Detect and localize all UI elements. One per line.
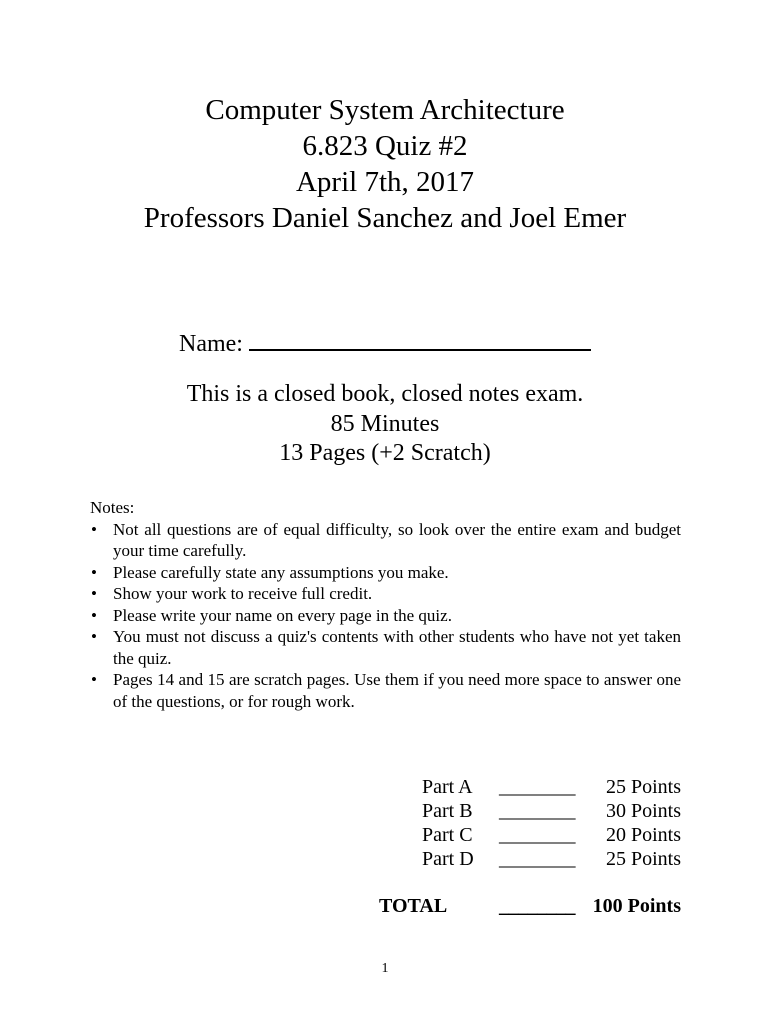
total-label: TOTAL	[379, 895, 448, 917]
professors: Professors Daniel Sanchez and Joel Emer	[143, 202, 627, 234]
list-item	[90, 562, 681, 584]
bullet-icon: •	[91, 605, 97, 625]
name-blank-line	[249, 327, 591, 351]
note-text: Pages 14 and 15 are scratch pages. Use them if you need more space to answer one of the questions, or for rough work.	[113, 670, 681, 711]
note-text: You must not discuss a quiz's contents with other students who have not yet taken the quiz.	[113, 627, 681, 668]
part-label: Part D	[422, 848, 474, 870]
list-item	[90, 626, 681, 669]
score-row-part-c	[379, 823, 681, 847]
name-row	[179, 327, 591, 359]
part-points: 20 Points	[605, 824, 681, 846]
part-points: 25 Points	[605, 776, 681, 798]
notes-section	[90, 497, 681, 712]
page-number: 1	[381, 961, 389, 976]
bullet-icon: •	[91, 584, 97, 603]
bullet-icon: •	[91, 519, 97, 539]
exam-info	[0, 380, 770, 469]
score-row-total	[379, 894, 681, 918]
quiz-date: April 7th, 2017	[295, 166, 475, 198]
score-blank: ________	[499, 824, 575, 846]
score-blank: ________	[499, 776, 575, 798]
course-title: Computer System Architecture	[205, 94, 565, 126]
list-item	[90, 519, 681, 562]
exam-duration: 85 Minutes	[330, 410, 440, 437]
note-text: Not all questions are of equal difficulty, so look over the entire exam and budget your time carefully.	[113, 519, 681, 560]
score-blank: ________	[499, 848, 575, 870]
bullet-icon: •	[91, 670, 97, 689]
name-label: Name:	[179, 331, 243, 357]
score-blank: ________	[499, 800, 575, 822]
part-label: Part C	[422, 824, 473, 846]
note-text: Please write your name on every page in the quiz.	[113, 605, 452, 625]
note-text: Show your work to receive full credit.	[113, 584, 373, 603]
bullet-icon: •	[91, 562, 97, 582]
score-row-part-d	[379, 847, 681, 871]
quiz-title: 6.823 Quiz #2	[302, 130, 468, 162]
list-item	[90, 669, 681, 712]
part-label: Part B	[422, 800, 473, 822]
notes-list	[90, 519, 681, 713]
score-row-part-b	[379, 799, 681, 823]
title-block	[0, 92, 770, 236]
note-text: Please carefully state any assumptions you make.	[113, 562, 449, 582]
list-item	[90, 583, 681, 605]
total-blank: ________	[499, 895, 575, 917]
bullet-icon: •	[91, 627, 97, 646]
part-label: Part A	[422, 776, 473, 798]
score-table	[379, 775, 681, 918]
exam-rules: This is a closed book, closed notes exam.	[186, 381, 584, 407]
exam-page-count: 13 Pages (+2 Scratch)	[279, 440, 491, 466]
score-row-part-a	[379, 775, 681, 799]
list-item	[90, 605, 681, 627]
notes-heading: Notes:	[90, 498, 135, 517]
part-points: 30 Points	[605, 800, 681, 822]
total-points: 100 Points	[592, 895, 681, 917]
part-points: 25 Points	[605, 848, 681, 870]
